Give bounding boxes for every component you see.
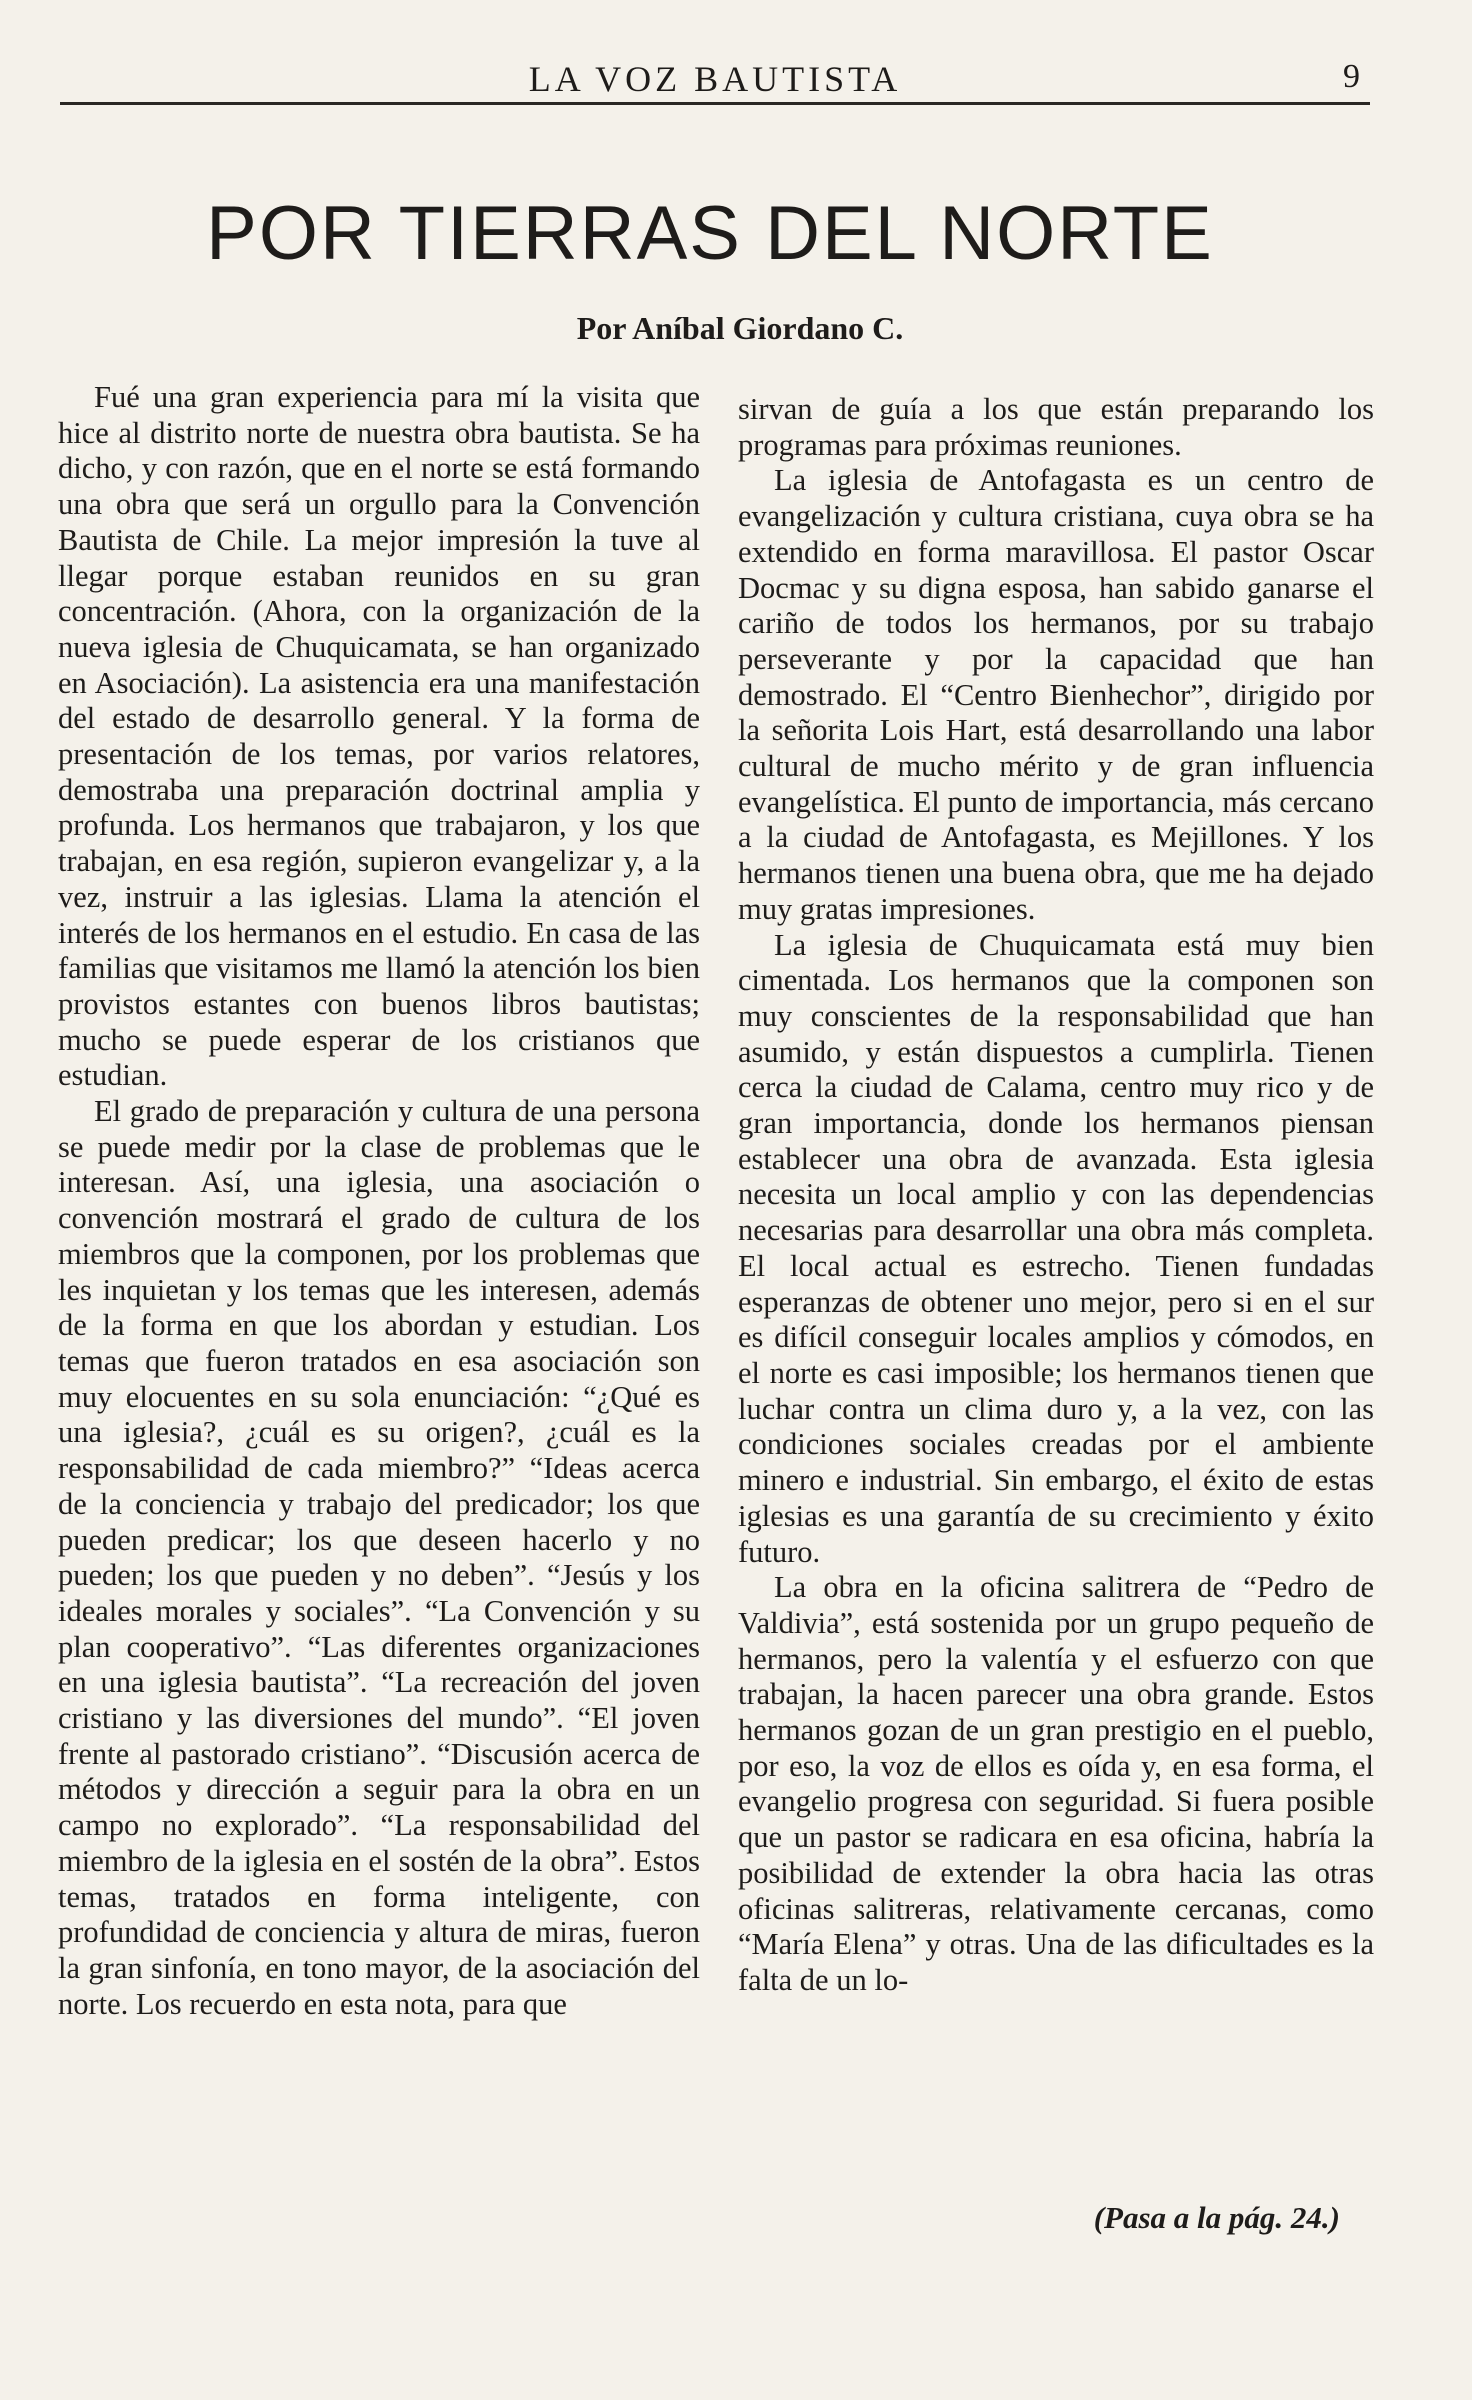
article-byline: Por Aníbal Giordano C.: [576, 310, 904, 346]
continued-on-page-note: (Pasa a la pág. 24.): [1093, 2200, 1340, 2235]
header-rule: [60, 102, 1370, 105]
paragraph: Fué una gran experiencia para mí la visita que hice al distrito norte de nuestra obra bautista. Se ha dicho, y con razón, que en el norte se está formando una obra que será un orgullo para la Convención Bautista de Chile. La mejor impresión la tuve al llegar porque estaban reunidos en su gran concentración. (Ahora, con la organización de la nueva iglesia de Chuquicamata, se han organizado en Asociación). La asistencia era una manifestación del estado de desarrollo general. Y la forma de presentación de los temas, por varios relatores, demostraba una preparación doctrinal amplia y profunda. Los hermanos que trabajaron, y los que trabajan, en esa región, supieron evangelizar y, a la vez, instruir a las iglesias. Llama la atención el interés de los hermanos en el estudio. En casa de las familias que visitamos me llamó la atención los bien provistos estantes con buenos libros bautistas; mucho se puede esperar de los cristianos que estudian.: [58, 380, 700, 1093]
article-title: POR TIERRAS DEL NORTE: [206, 191, 1214, 276]
journal-title: LA VOZ BAUTISTA: [528, 59, 902, 99]
right-column: [738, 392, 1374, 1999]
page-number: 9: [1343, 58, 1360, 95]
paragraph-continuation: sirvan de guía a los que están preparando los programas para próximas reuniones.: [738, 392, 1374, 462]
paragraph: El grado de preparación y cultura de una persona se puede medir por la clase de problemas que le interesan. Así, una iglesia, una asociación o convención mostrará el grado de cultura de los miembros que la componen, por los problemas que les inquietan y los temas que les interesen, además de la forma en que los abordan y estudian. Los temas que fueron tratados en esa asociación son muy elocuentes en su sola enunciación: “¿Qué es una iglesia?, ¿cuál es su origen?, ¿cuál es la responsabilidad de cada miembro?” “Ideas acerca de la conciencia y trabajo del predicador; los que pueden predicar; los que deseen hacerlo y no pueden; los que pueden y no deben”. “Jesús y los ideales morales y sociales”. “La Convención y su plan cooperativo”. “Las diferentes organizaciones en una iglesia bautista”. “La recreación del joven cristiano y las diversiones del mundo”. “El joven frente al pastorado cristiano”. “Discusión acerca de métodos y dirección a seguir para la obra en un campo no explorado”. “La responsabilidad del miembro de la iglesia en el sostén de la obra”. Estos temas, tratados en forma inteligente, con profundidad de conciencia y altura de miras, fueron la gran sinfonía, en tono mayor, de la asociación del norte. Los recuerdo en esta nota, para que: [58, 1094, 700, 2021]
left-column: [58, 380, 700, 2022]
paragraph: La iglesia de Chuquicamata está muy bien cimentada. Los hermanos que la componen son muy conscientes de la responsabilidad que han asumido, y están dispuestos a cumplirla. Tienen cerca la ciudad de Calama, centro muy rico y de gran importancia, donde los hermanos piensan establecer una obra de avanzada. Esta iglesia necesita un local amplio y con las dependencias necesarias para desarrollar una obra más completa. El local actual es estrecho. Tienen fundadas esperanzas de obtener uno mejor, pero si en el sur es difícil conseguir locales amplios y cómodos, en el norte es casi imposible; los hermanos tienen que luchar contra un clima duro y, a la vez, con las condiciones sociales creadas por el ambiente minero e industrial. Sin embargo, el éxito de estas iglesias es una garantía de su crecimiento y éxito futuro.: [738, 927, 1374, 1569]
paragraph: La iglesia de Antofagasta es un centro de evangelización y cultura cristiana, cuya obra se ha extendido en forma maravillosa. El pastor Oscar Docmac y su digna esposa, han sabido ganarse el cariño de todos los hermanos, por su trabajo perseverante y por la capacidad que han demostrado. El “Centro Bienhechor”, dirigido por la señorita Lois Hart, está desarrollando una labor cultural de mucho mérito y de gran influencia evangelística. El punto de importancia, más cercano a la ciudad de Antofagasta, es Mejillones. Y los hermanos tienen una buena obra, que me ha dejado muy gratas impresiones.: [738, 463, 1374, 926]
paragraph: La obra en la oficina salitrera de “Pedro de Valdivia”, está sostenida por un grupo pequeño de hermanos, pero la valentía y el esfuerzo con que trabajan, la hacen parecer una obra grande. Estos hermanos gozan de un gran prestigio en el pueblo, por eso, la voz de ellos es oída y, en esa forma, el evangelio progresa con seguridad. Si fuera posible que un pastor se radicara en esa oficina, habría la posibilidad de extender la obra hacia las otras oficinas salitreras, relativamente cercanas, como “María Elena” y otras. Una de las dificultades es la falta de un lo-: [738, 1570, 1374, 1997]
page-header: [60, 58, 1370, 108]
